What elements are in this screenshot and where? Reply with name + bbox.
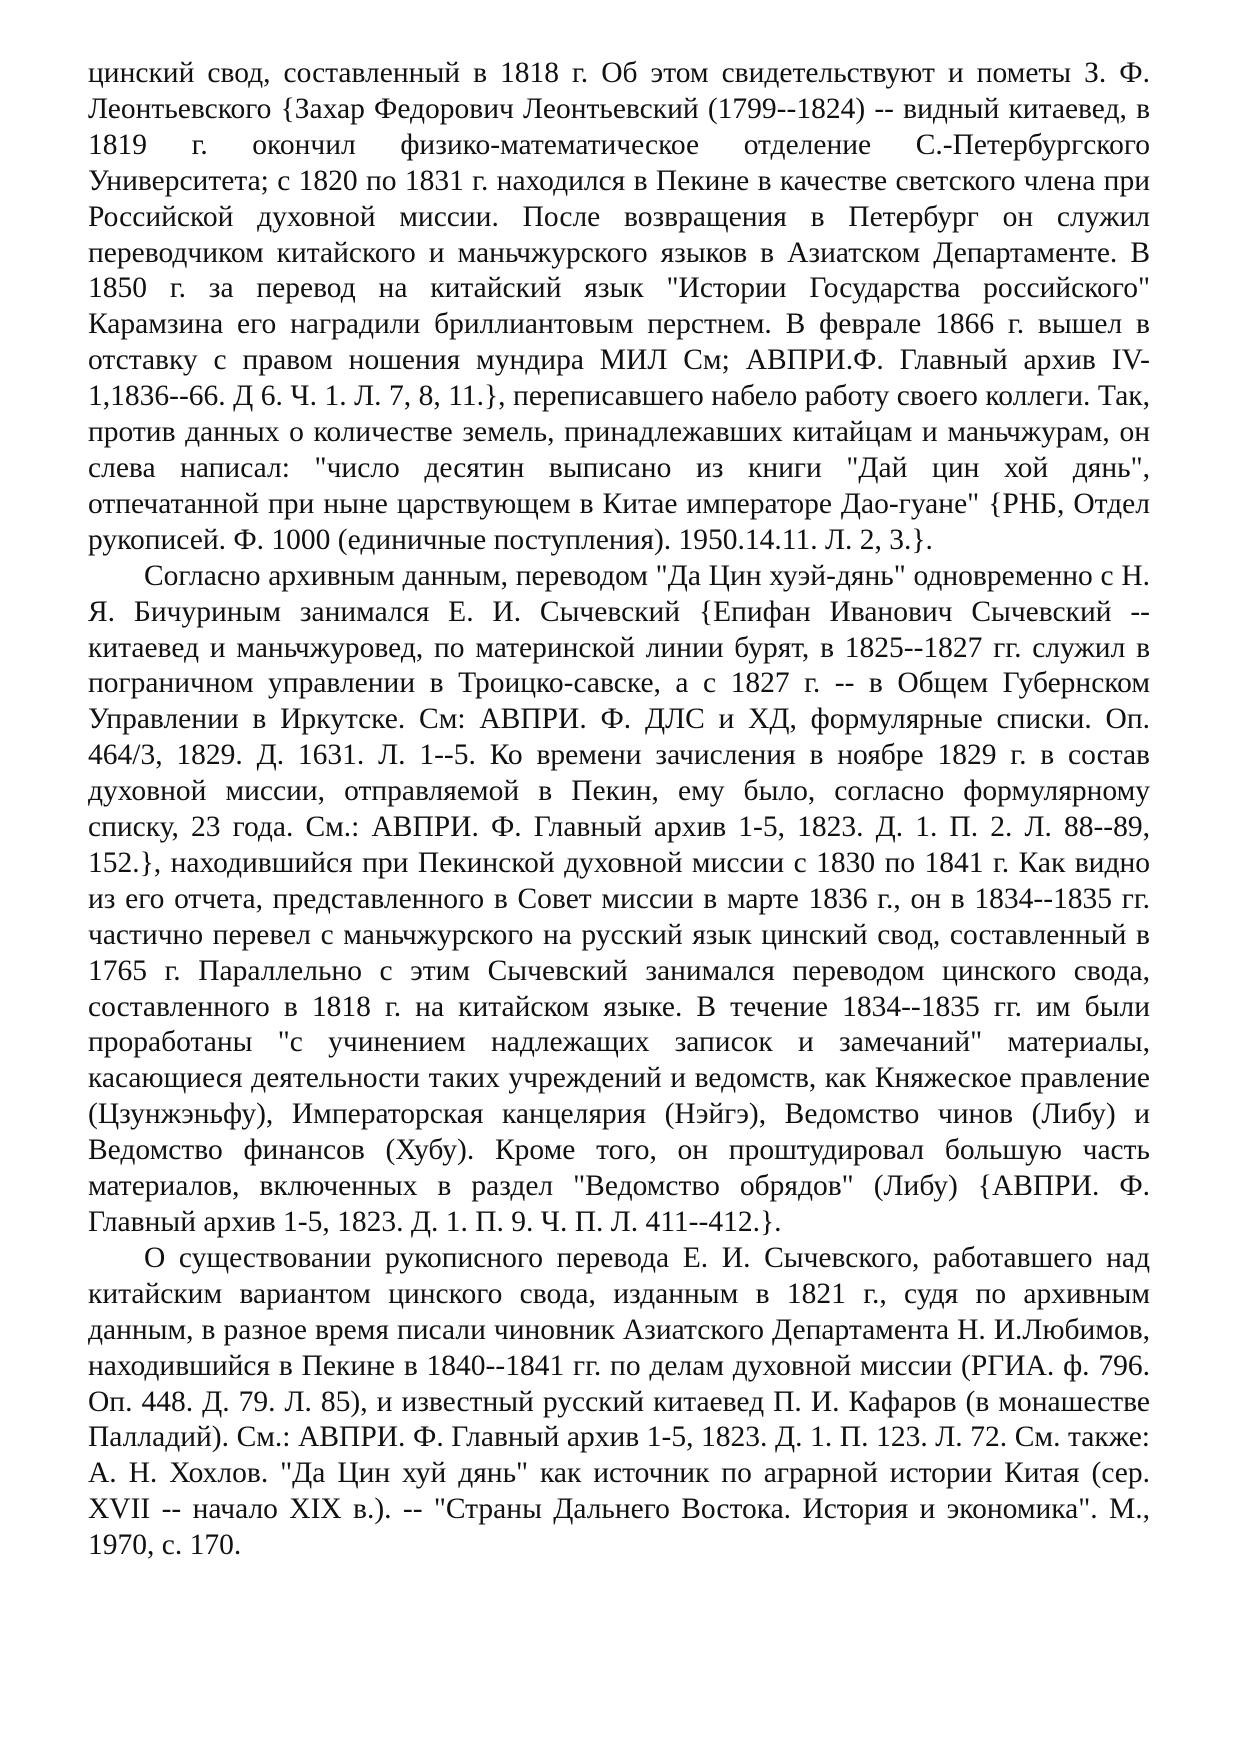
document-page (88, 56, 1150, 1564)
paragraph-manuscript-existence: О существовании рукописного перевода Е. И. Сычевского, работавшего над китайским вариантом цинского свода, изданным в 1821 г., судя по архивным данным, в разное время писали чиновник Азиатского Департамента Н. И.Любимов, находившийся в Пекине в 1840--1841 гг. по делам духовной миссии (РГИА. ф. 796. Оп. 448. Д. 79. Л. 85), и известный русский китаевед П. И. Кафаров (в монашестве Палладий). См.: АВПРИ. Ф. Главный архив 1-5, 1823. Д. 1. П. 123. Л. 72. См. также: А. Н. Хохлов. "Да Цин хуй дянь" как источник по аграрной истории Китая (сер. XVII -- начало XIX в.). -- "Страны Дальнего Востока. История и экономика". М., 1970, с. 170. (88, 1241, 1150, 1562)
paragraph-continuation: цинский свод, составленный в 1818 г. Об этом свидетельствуют и пометы З. Ф. Леонтьевского {Захар Федорович Леонтьевский (1799--1824) -- видный китаевед, в 1819 г. окончил физико-математическое отделение С.-Петербургского Университета; с 1820 по 1831 г. находился в Пекине в качестве светского члена при Российской духовной миссии. После возвращения в Петербург он служил переводчиком китайского и маньчжурского языков в Азиатском Департаменте. В 1850 г. за перевод на китайский язык "Истории Государства российского" Карамзина его наградили бриллиантовым перстнем. В феврале 1866 г. вышел в отставку с правом ношения мундира МИЛ См; АВПРИ.Ф. Главный архив IV-1,1836--66. Д 6. Ч. 1. Л. 7, 8, 11.}, переписавшего набело работу своего коллеги. Так, против данных о количестве земель, принадлежавших китайцам и маньчжурам, он слева написал: "число десятин выписано из книги "Дай цин хой дянь", отпечатанной при ныне царствующем в Китае императоре Дао-гуане" {РНБ, Отдел рукописей. Ф. 1000 (единичные поступления). 1950.14.11. Л. 2, 3.}. (88, 57, 1150, 556)
paragraph-sychevsky-translation: Согласно архивным данным, переводом "Да Цин хуэй-дянь" одновременно с Н. Я. Бичуриным занимался Е. И. Сычевский {Епифан Иванович Сычевский -- китаевед и маньчжуровед, по материнской линии бурят, в 1825--1827 гг. служил в пограничном управлении в Троицко-савске, а с 1827 г. -- в Общем Губернском Управлении в Иркутске. См: АВПРИ. Ф. ДЛС и ХД, формулярные списки. Оп. 464/3, 1829. Д. 1631. Л. 1--5. Ко времени зачисления в ноябре 1829 г. в состав духовной миссии, отправляемой в Пекин, ему было, согласно формулярному списку, 23 года. См.: АВПРИ. Ф. Главный архив 1-5, 1823. Д. 1. П. 2. Л. 88--89, 152.}, находившийся при Пекинской духовной миссии с 1830 по 1841 г. Как видно из его отчета, представленного в Совет миссии в марте 1836 г., он в 1834--1835 гг. частично перевел с маньчжурского на русский язык цинский свод, составленный в 1765 г. Параллельно с этим Сычевский занимался переводом цинского свода, составленного в 1818 г. на китайском языке. В течение 1834--1835 гг. им были проработаны "с учинением надлежащих записок и замечаний" материалы, касающиеся деятельности таких учреждений и ведомств, как Княжеское правление (Цзунжэньфу), Императорская канцелярия (Нэйгэ), Ведомство чинов (Либу) и Ведомство финансов (Хубу). Кроме того, он проштудировал большую часть материалов, включенных в раздел "Ведомство обрядов" (Либу) {АВПРИ. Ф. Главный архив 1-5, 1823. Д. 1. П. 9. Ч. П. Л. 411--412.}. (88, 559, 1150, 1238)
